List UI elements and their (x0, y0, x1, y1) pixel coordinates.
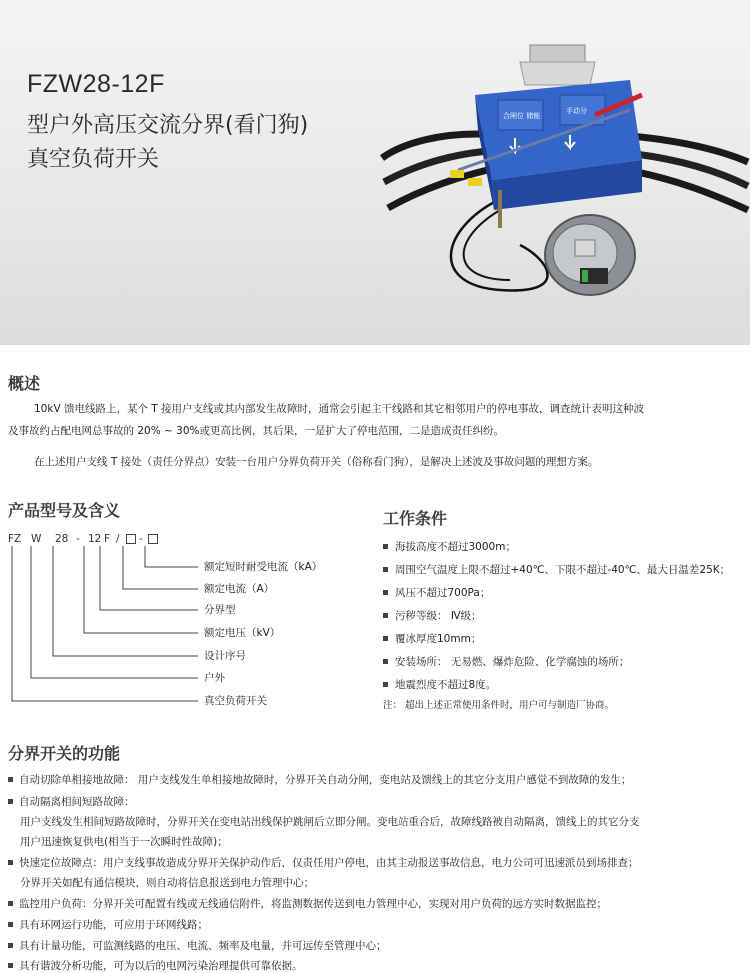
product-title (27, 70, 308, 177)
hero-banner (0, 0, 750, 345)
code-12: 12 (88, 533, 102, 545)
code-dash: - (76, 533, 80, 545)
model-label-boundary-type: 分界型 (204, 604, 236, 616)
product-model: FZW28-12F (27, 70, 165, 98)
conditions-note: 注： 超出上述正常使用条件时，用户可与制造厂协商。 (383, 700, 615, 711)
function-fault-location-desc: 分界开关如配有通信模块，则自动将信息报送到电力管理中心； (20, 877, 314, 889)
condition-seismic: 地震烈度不超过8度。 (383, 677, 496, 692)
overview-para1-line2: 及事故约占配电网总事故的 20% ~ 30%或更高比例，其后果，一是扩大了停电范围，二是造成责任纠纷。 (8, 425, 504, 437)
model-label-rated-current: 额定电流（A） (204, 583, 275, 595)
condition-wind-pressure: 风压不超过700Pa； (383, 585, 490, 600)
function-short-circuit-desc1: 用户支线发生相间短路故障时，分界开关在变电站出线保护跳闸后立即分闸。变电站重合后，故障线路被自动隔离，馈线上的其它分支 (20, 816, 640, 828)
overview-para2: 在上述用户支线 T 接处（责任分界点）安装一台用户分界负荷开关（俗称看门狗），是解决上述波及事故问题的理想方案。 (34, 456, 599, 468)
model-heading: 产品型号及含义 (8, 501, 121, 520)
code-fz: FZ (8, 533, 22, 545)
function-ground-fault: 自动切除单相接地故障： 用户支线发生单相接地故障时，分界开关自动分闸，变电站及馈线上的其它分支用户感觉不到故障的发生； (8, 772, 631, 787)
condition-pollution: 污秽等级： Ⅳ级； (383, 608, 482, 623)
model-label-outdoor: 户外 (204, 672, 225, 684)
model-label-short-time-current: 额定短时耐受电流（kA） (204, 561, 323, 573)
model-label-rated-voltage: 额定电压（kV） (204, 627, 281, 639)
code-box1 (126, 533, 136, 545)
code-28: 28 (55, 533, 69, 545)
function-short-circuit: 自动隔离相间短路故障： (8, 794, 135, 809)
conditions-heading: 工作条件 (383, 509, 448, 528)
code-slash: / (116, 533, 120, 545)
condition-ice: 覆冰厚度10mm； (383, 631, 481, 646)
product-photo (380, 40, 750, 340)
condition-altitude: 海拔高度不超过3000m； (383, 539, 516, 554)
function-short-circuit-desc2: 用户迅速恢复供电(相当于一次瞬时性故障)； (20, 836, 228, 848)
function-harmonic: 具有谐波分析功能，可为以后的电网污染治理提供可靠依据。 (8, 958, 303, 973)
product-title-line1: 型户外高压交流分界(看门狗) (27, 113, 309, 138)
functions-heading: 分界开关的功能 (8, 744, 121, 763)
device-label-right: 手动分 (566, 107, 587, 115)
condition-temperature: 周围空气温度上限不超过+40℃、下限不超过-40℃、最大日温差25K； (383, 562, 730, 577)
code-w: W (31, 533, 42, 545)
overview-para1-line1: 10kV 馈电线路上，某个 T 接用户支线或其内部发生故障时，通常会引起主干线路和其它相邻用户的停电事故，调查统计表明这种波 (34, 403, 645, 415)
model-label-vacuum-load-switch: 真空负荷开关 (204, 695, 267, 707)
condition-site: 安装场所： 无易燃、爆炸危险、化学腐蚀的场所； (383, 654, 629, 669)
code-f: F (104, 533, 111, 545)
function-fault-location: 快速定位故障点：用户支线事故造成分界开关保护动作后，仅责任用户停电，由其主动报送事故信息，电力公司可迅速派员到场排查； (8, 855, 639, 870)
code-dash2: - (139, 533, 143, 545)
function-ring-network: 具有环网运行功能，可应用于环网线路； (8, 917, 208, 932)
model-label-design-serial: 设计序号 (204, 650, 246, 662)
function-load-monitoring: 监控用户负荷：分界开关可配置有线或无线通信附件，将监测数据传送到电力管理中心，实现对用户负荷的远方实时数据监控； (8, 896, 607, 911)
overview-heading: 概述 (8, 374, 41, 393)
code-box2 (148, 533, 158, 545)
device-label-left: 合闸位 储能 (503, 112, 541, 120)
product-title-line2: 真空负荷开关 (27, 147, 160, 172)
function-metering: 具有计量功能，可监测线路的电压、电流、频率及电量，并可远传至管理中心； (8, 938, 387, 953)
